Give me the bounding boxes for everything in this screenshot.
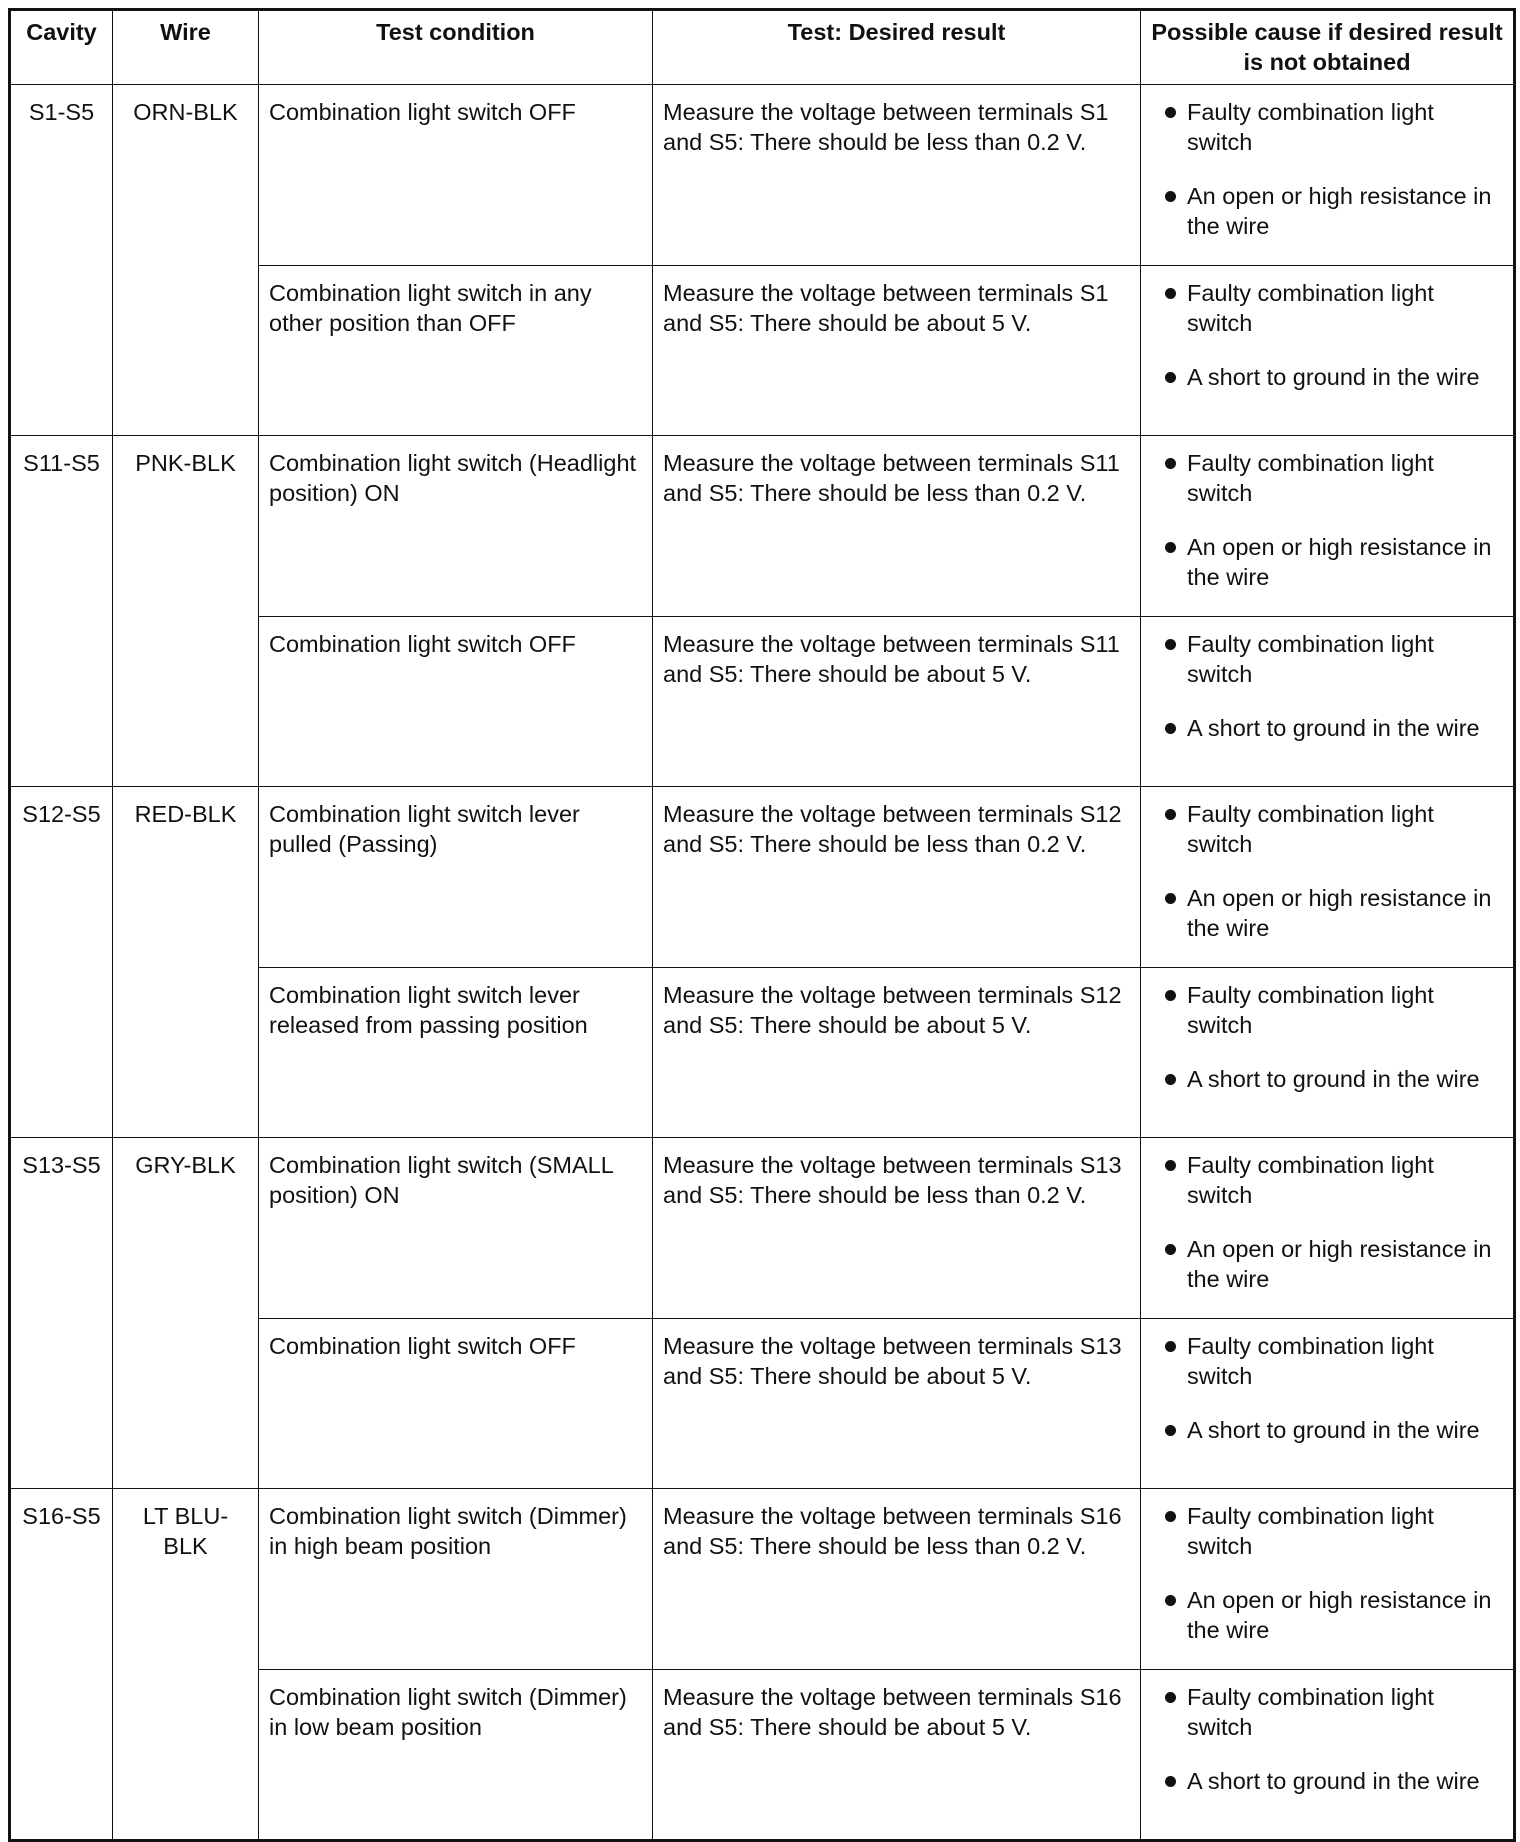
cause-list <box>1151 629 1503 743</box>
bullet-icon <box>1165 1160 1176 1171</box>
test-condition-cell: Combination light switch (Dimmer) in low beam position <box>259 1670 653 1841</box>
cause-text: A short to ground in the wire <box>1187 1066 1480 1092</box>
bullet-icon <box>1165 458 1176 469</box>
bullet-icon <box>1165 1341 1176 1352</box>
test-condition-cell: Combination light switch (SMALL position) ON <box>259 1138 653 1319</box>
possible-cause-cell <box>1141 436 1515 617</box>
cause-text: An open or high resistance in the wire <box>1187 183 1492 239</box>
possible-cause-cell <box>1141 617 1515 787</box>
test-condition-cell: Combination light switch OFF <box>259 1319 653 1489</box>
cause-item <box>1151 1682 1503 1742</box>
bullet-icon <box>1165 372 1176 383</box>
desired-result-cell: Measure the voltage between terminals S13 and S5: There should be about 5 V. <box>653 1319 1141 1489</box>
cause-item <box>1151 1766 1503 1796</box>
test-condition-cell: Combination light switch OFF <box>259 85 653 266</box>
cavity-cell: S1-S5 <box>10 85 113 436</box>
possible-cause-cell <box>1141 968 1515 1138</box>
cause-text: An open or high resistance in the wire <box>1187 534 1492 590</box>
cause-text: A short to ground in the wire <box>1187 364 1480 390</box>
bullet-icon <box>1165 1074 1176 1085</box>
bullet-icon <box>1165 107 1176 118</box>
table-row <box>10 787 1515 968</box>
test-condition-cell: Combination light switch (Headlight position) ON <box>259 436 653 617</box>
cause-text: A short to ground in the wire <box>1187 715 1480 741</box>
desired-result-cell: Measure the voltage between terminals S16 and S5: There should be about 5 V. <box>653 1670 1141 1841</box>
cause-text: Faulty combination light switch <box>1187 99 1434 155</box>
cavity-cell: S12-S5 <box>10 787 113 1138</box>
bullet-icon <box>1165 639 1176 650</box>
possible-cause-cell <box>1141 1489 1515 1670</box>
cause-item <box>1151 278 1503 338</box>
table-row <box>10 1138 1515 1319</box>
cause-list <box>1151 1682 1503 1796</box>
bullet-icon <box>1165 1425 1176 1436</box>
bullet-icon <box>1165 990 1176 1001</box>
cause-text: Faulty combination light switch <box>1187 631 1434 687</box>
table-row <box>10 1489 1515 1670</box>
cavity-cell: S11-S5 <box>10 436 113 787</box>
wire-cell: RED-BLK <box>113 787 259 1138</box>
cause-list <box>1151 799 1503 943</box>
cause-text: Faulty combination light switch <box>1187 982 1434 1038</box>
header-possible-cause: Possible cause if desired result is not obtained <box>1141 10 1515 85</box>
header-row <box>10 10 1515 85</box>
cavity-cell: S16-S5 <box>10 1489 113 1841</box>
cause-item <box>1151 883 1503 943</box>
wire-cell: GRY-BLK <box>113 1138 259 1489</box>
cause-text: Faulty combination light switch <box>1187 450 1434 506</box>
test-condition-cell: Combination light switch in any other position than OFF <box>259 266 653 436</box>
header-wire: Wire <box>113 10 259 85</box>
cause-list <box>1151 980 1503 1094</box>
possible-cause-cell <box>1141 266 1515 436</box>
header-cavity: Cavity <box>10 10 113 85</box>
desired-result-cell: Measure the voltage between terminals S1 and S5: There should be less than 0.2 V. <box>653 85 1141 266</box>
cause-item <box>1151 1150 1503 1210</box>
desired-result-cell: Measure the voltage between terminals S1 and S5: There should be about 5 V. <box>653 266 1141 436</box>
cause-list <box>1151 278 1503 392</box>
test-condition-cell: Combination light switch (Dimmer) in high beam position <box>259 1489 653 1670</box>
cause-item <box>1151 181 1503 241</box>
desired-result-cell: Measure the voltage between terminals S12 and S5: There should be less than 0.2 V. <box>653 787 1141 968</box>
possible-cause-cell <box>1141 1138 1515 1319</box>
cause-item <box>1151 448 1503 508</box>
bullet-icon <box>1165 893 1176 904</box>
cavity-cell: S13-S5 <box>10 1138 113 1489</box>
cause-text: Faulty combination light switch <box>1187 1503 1434 1559</box>
cause-item <box>1151 629 1503 689</box>
header-test-condition: Test condition <box>259 10 653 85</box>
bullet-icon <box>1165 1244 1176 1255</box>
bullet-icon <box>1165 542 1176 553</box>
cause-item <box>1151 1415 1503 1445</box>
cause-list <box>1151 448 1503 592</box>
desired-result-cell: Measure the voltage between terminals S12 and S5: There should be about 5 V. <box>653 968 1141 1138</box>
possible-cause-cell <box>1141 787 1515 968</box>
cause-item <box>1151 1331 1503 1391</box>
cause-item <box>1151 980 1503 1040</box>
bullet-icon <box>1165 1511 1176 1522</box>
wire-cell: PNK-BLK <box>113 436 259 787</box>
table-row <box>10 85 1515 266</box>
cause-text: An open or high resistance in the wire <box>1187 885 1492 941</box>
cause-text: A short to ground in the wire <box>1187 1768 1480 1794</box>
cause-item <box>1151 713 1503 743</box>
test-condition-cell: Combination light switch OFF <box>259 617 653 787</box>
bullet-icon <box>1165 809 1176 820</box>
desired-result-cell: Measure the voltage between terminals S13 and S5: There should be less than 0.2 V. <box>653 1138 1141 1319</box>
bullet-icon <box>1165 288 1176 299</box>
desired-result-cell: Measure the voltage between terminals S11 and S5: There should be less than 0.2 V. <box>653 436 1141 617</box>
bullet-icon <box>1165 1595 1176 1606</box>
diagnostic-table <box>8 8 1516 1842</box>
cause-text: Faulty combination light switch <box>1187 1684 1434 1740</box>
possible-cause-cell <box>1141 1319 1515 1489</box>
wire-cell: LT BLU-BLK <box>113 1489 259 1841</box>
cause-text: Faulty combination light switch <box>1187 1333 1434 1389</box>
cause-list <box>1151 1331 1503 1445</box>
test-condition-cell: Combination light switch lever pulled (Passing) <box>259 787 653 968</box>
bullet-icon <box>1165 191 1176 202</box>
test-condition-cell: Combination light switch lever released from passing position <box>259 968 653 1138</box>
cause-item <box>1151 97 1503 157</box>
cause-item <box>1151 362 1503 392</box>
desired-result-cell: Measure the voltage between terminals S11 and S5: There should be about 5 V. <box>653 617 1141 787</box>
possible-cause-cell <box>1141 85 1515 266</box>
possible-cause-cell <box>1141 1670 1515 1841</box>
cause-list <box>1151 1150 1503 1294</box>
cause-item <box>1151 1585 1503 1645</box>
bullet-icon <box>1165 1692 1176 1703</box>
cause-item <box>1151 799 1503 859</box>
wire-cell: ORN-BLK <box>113 85 259 436</box>
table-row <box>10 436 1515 617</box>
cause-text: Faulty combination light switch <box>1187 280 1434 336</box>
cause-list <box>1151 1501 1503 1645</box>
cause-text: An open or high resistance in the wire <box>1187 1236 1492 1292</box>
cause-text: A short to ground in the wire <box>1187 1417 1480 1443</box>
cause-item <box>1151 1234 1503 1294</box>
cause-text: An open or high resistance in the wire <box>1187 1587 1492 1643</box>
cause-list <box>1151 97 1503 241</box>
cause-item <box>1151 532 1503 592</box>
cause-item <box>1151 1064 1503 1094</box>
header-desired-result: Test: Desired result <box>653 10 1141 85</box>
cause-text: Faulty combination light switch <box>1187 1152 1434 1208</box>
bullet-icon <box>1165 723 1176 734</box>
desired-result-cell: Measure the voltage between terminals S16 and S5: There should be less than 0.2 V. <box>653 1489 1141 1670</box>
cause-item <box>1151 1501 1503 1561</box>
cause-text: Faulty combination light switch <box>1187 801 1434 857</box>
